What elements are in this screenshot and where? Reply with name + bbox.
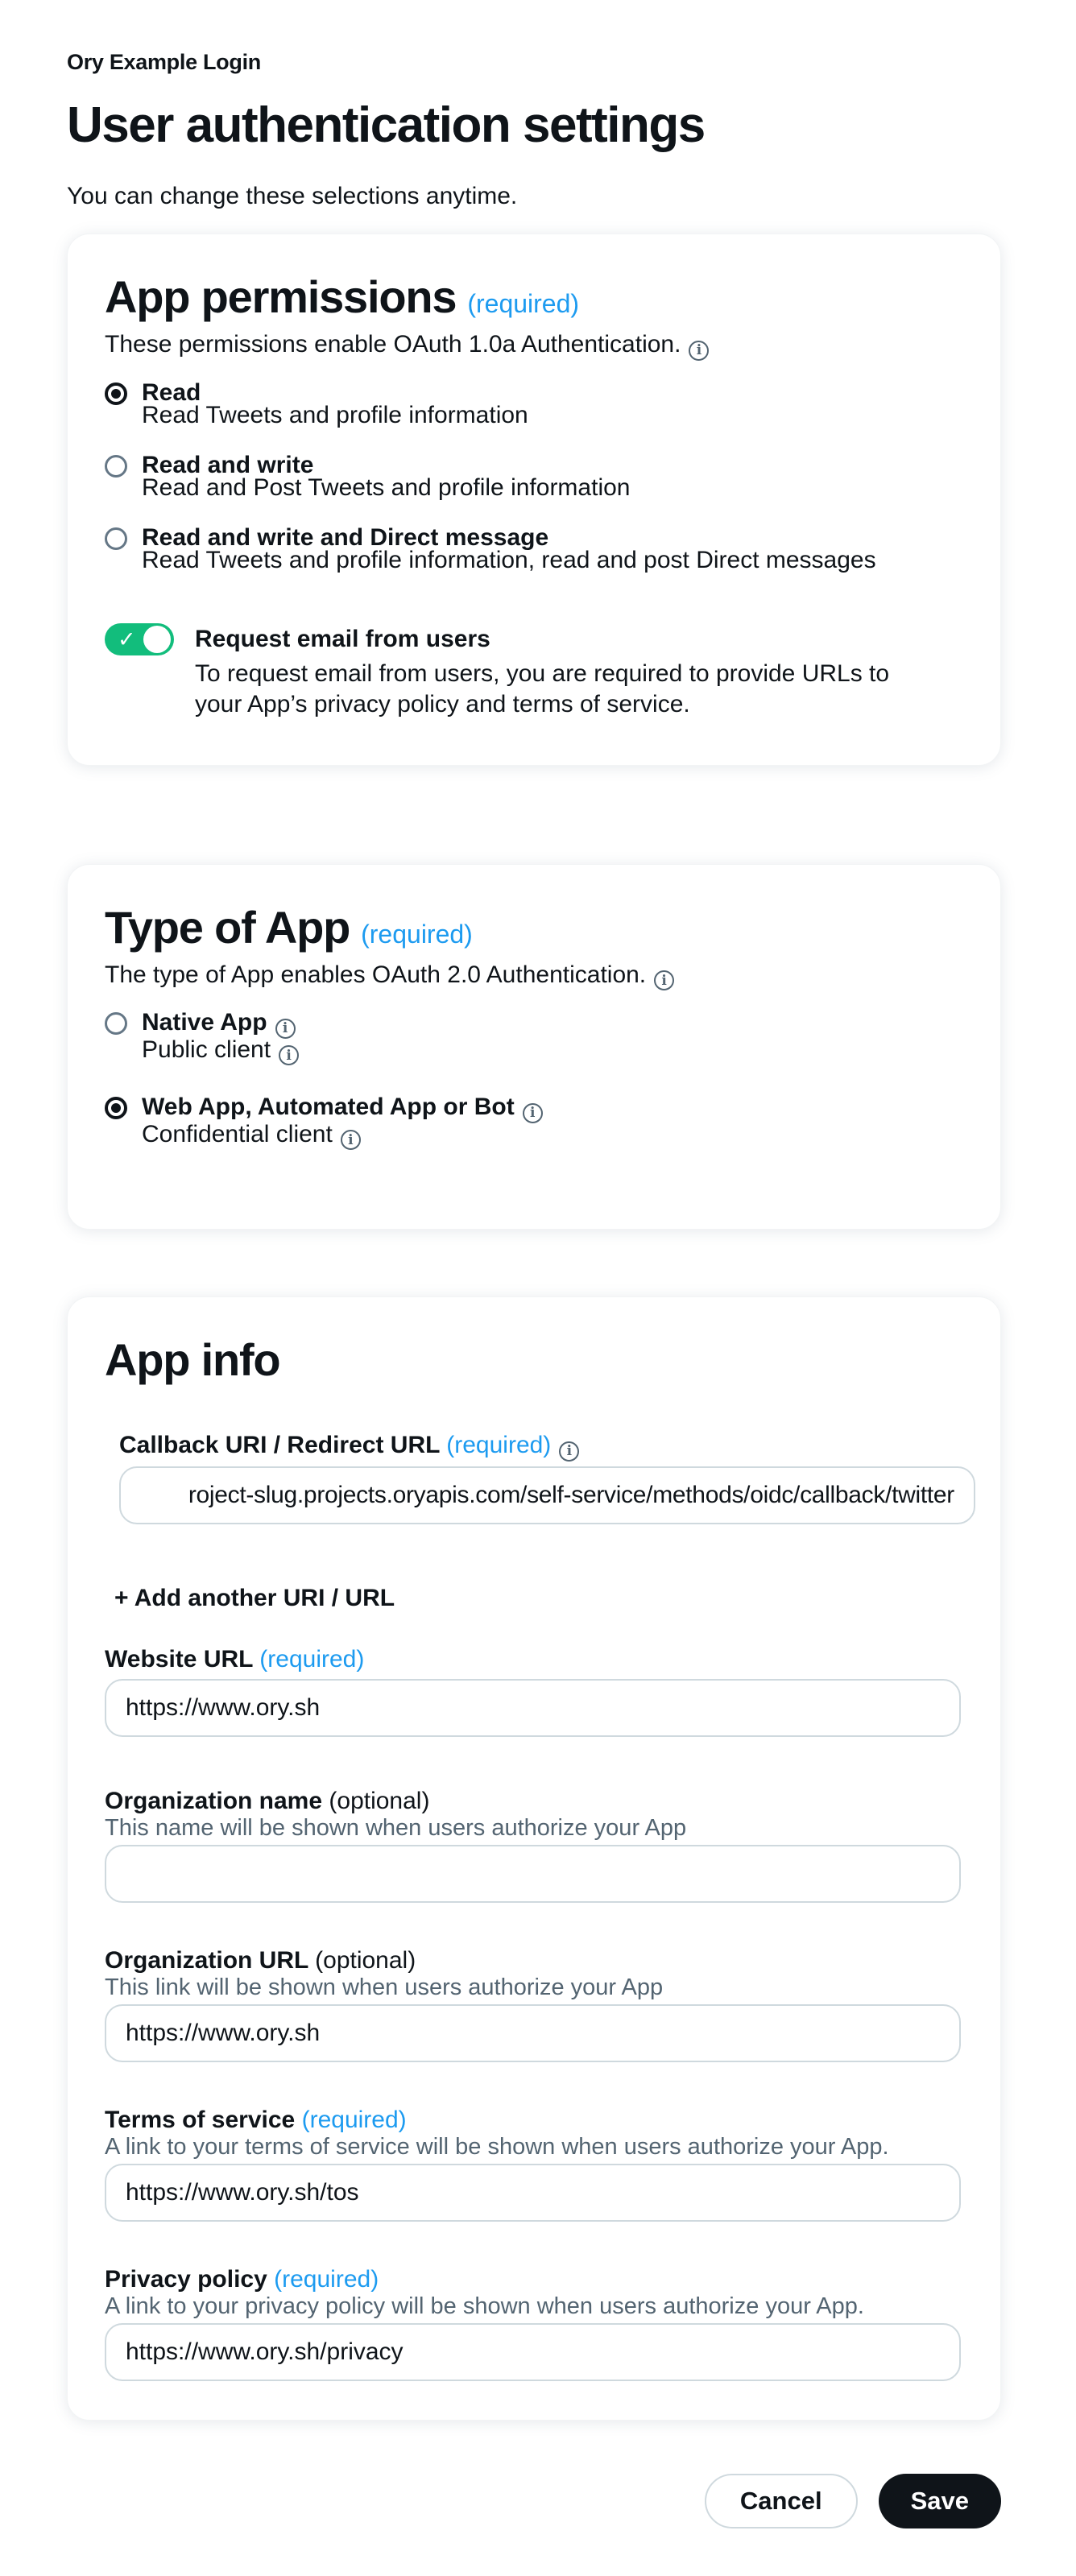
toggle-knob xyxy=(143,626,171,653)
organization-name-group xyxy=(105,1787,962,1903)
toggle-description: To request email from users, you are required to provide URLs to your App’s privacy policy and terms of service. xyxy=(195,660,890,717)
privacy-policy-group xyxy=(105,2265,962,2381)
toggle-label: Request email from users xyxy=(195,625,490,652)
option-label: Read and write and Direct message xyxy=(142,523,549,551)
callback-url-label: Callback URI / Redirect URL (required)i xyxy=(119,1431,962,1462)
organization-name-description: This name will be shown when users authorize your App xyxy=(105,1814,687,1841)
option-description: Public clienti xyxy=(142,1039,299,1066)
option-label: Native Appi xyxy=(142,1011,299,1039)
radio-web-app-selected[interactable] xyxy=(105,1097,127,1119)
type-option-native[interactable] xyxy=(105,1011,962,1065)
radio-native-app[interactable] xyxy=(105,1012,127,1035)
save-button[interactable]: Save xyxy=(879,2474,1001,2528)
form-actions xyxy=(67,2474,1001,2576)
website-url-label: Website URL (required) xyxy=(105,1645,365,1673)
info-icon[interactable] xyxy=(523,1103,543,1123)
app-permissions-subtitle: These permissions enable OAuth 1.0a Authentication.i xyxy=(105,329,962,361)
info-icon[interactable] xyxy=(279,1045,299,1065)
add-another-uri-link[interactable]: + Add another URI / URL xyxy=(114,1584,395,1611)
app-info-title: App info xyxy=(105,1334,280,1385)
permissions-radio-group xyxy=(105,378,962,573)
type-radio-group xyxy=(105,1011,962,1150)
terms-of-service-description: A link to your terms of service will be shown when users authorize your App. xyxy=(105,2133,889,2160)
radio-read-write[interactable] xyxy=(105,455,127,478)
organization-url-description: This link will be shown when users authorize your App xyxy=(105,1974,664,2000)
callback-url-input[interactable]: roject-slug.projects.oryapis.com/self-service/methods/oidc/callback/twitter xyxy=(119,1466,975,1524)
option-label: Web App, Automated App or Boti xyxy=(142,1096,543,1123)
organization-name-input[interactable] xyxy=(105,1845,961,1903)
terms-of-service-group xyxy=(105,2106,962,2222)
website-url-group xyxy=(105,1645,962,1737)
organization-url-input[interactable] xyxy=(105,2004,961,2062)
terms-of-service-input[interactable] xyxy=(105,2164,961,2222)
type-of-app-card xyxy=(67,864,1001,1230)
option-description: Confidential clienti xyxy=(142,1123,543,1151)
app-permissions-title: App permissions xyxy=(105,271,457,322)
page-title: User authentication settings xyxy=(67,97,705,153)
privacy-policy-description: A link to your privacy policy will be shown when users authorize your App. xyxy=(105,2293,864,2319)
radio-read-selected[interactable] xyxy=(105,382,127,405)
app-info-card xyxy=(67,1296,1001,2421)
type-of-app-subtitle: The type of App enables OAuth 2.0 Authentication.i xyxy=(105,960,962,991)
option-label: Read and write xyxy=(142,451,314,478)
info-icon[interactable] xyxy=(689,341,709,361)
privacy-policy-label: Privacy policy (required) xyxy=(105,2265,379,2293)
radio-read-write-dm[interactable] xyxy=(105,527,127,550)
organization-url-label: Organization URL (optional) xyxy=(105,1946,416,1974)
permission-option-read-write[interactable] xyxy=(105,451,962,501)
privacy-policy-input[interactable] xyxy=(105,2323,961,2381)
info-icon[interactable] xyxy=(654,970,674,990)
app-permissions-card xyxy=(67,234,1001,766)
cancel-button[interactable]: Cancel xyxy=(705,2474,858,2528)
page-subtitle: You can change these selections anytime. xyxy=(67,183,518,209)
required-tag: (required) xyxy=(361,919,473,949)
required-tag: (required) xyxy=(467,289,580,318)
organization-url-group xyxy=(105,1946,962,2062)
type-option-web-app[interactable] xyxy=(105,1096,962,1150)
type-of-app-title: Type of App xyxy=(105,901,350,953)
terms-of-service-label: Terms of service (required) xyxy=(105,2106,407,2133)
app-name-label: Ory Example Login xyxy=(67,50,261,74)
callback-url-group xyxy=(119,1431,962,1524)
info-icon[interactable] xyxy=(559,1441,579,1462)
check-icon: ✓ xyxy=(118,626,136,651)
permission-option-read[interactable] xyxy=(105,378,962,428)
website-url-input[interactable] xyxy=(105,1679,961,1737)
permission-option-read-write-dm[interactable] xyxy=(105,523,962,573)
option-description: Read Tweets and profile information, read and post Direct messages xyxy=(142,546,876,573)
request-email-row xyxy=(105,623,962,720)
option-description: Read Tweets and profile information xyxy=(142,401,528,428)
info-icon[interactable] xyxy=(341,1130,361,1150)
organization-name-label: Organization name (optional) xyxy=(105,1787,430,1814)
option-description: Read and Post Tweets and profile information xyxy=(142,473,631,501)
info-icon[interactable] xyxy=(275,1019,296,1039)
option-label: Read xyxy=(142,378,201,406)
request-email-toggle-on[interactable] xyxy=(105,623,174,655)
